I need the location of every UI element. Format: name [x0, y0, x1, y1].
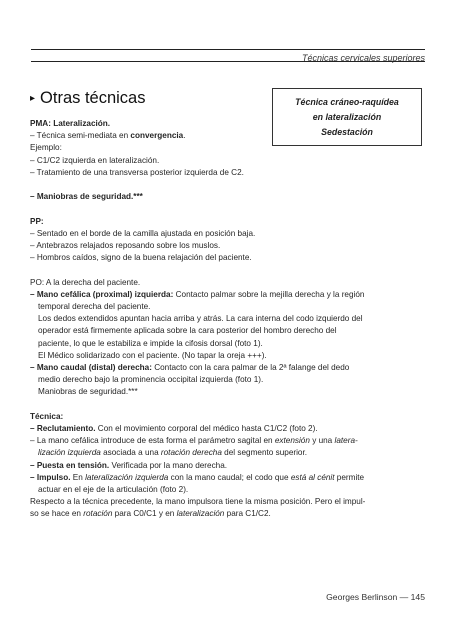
section-heading: [30, 89, 146, 108]
tecnica-line: [30, 423, 420, 435]
text-italic: lateralización izquierda: [85, 472, 169, 482]
text: para C1/C2.: [224, 509, 271, 519]
running-header: Técnicas cervicales superiores: [301, 53, 425, 63]
pp-line: – Sentado en el borde de la camilla ajustada en posición baja.: [30, 228, 256, 238]
pma-label: PMA: Lateralización.: [30, 119, 111, 128]
tecnica-line: [30, 435, 420, 447]
text-italic: lización izquierda: [38, 448, 101, 458]
text: Contacto con la cara palmar de la 2ª falange del dedo: [151, 363, 350, 373]
po-line: Maniobras de seguridad.***: [38, 387, 138, 397]
text-italic: latera-: [334, 436, 358, 446]
po-line: [30, 289, 420, 301]
po-line: Los dedos extendidos apuntan hacia arriba y atrás. La cara interna del codo izquierdo del: [38, 314, 363, 324]
text: para C0/C1 y en: [112, 509, 177, 519]
text: – Técnica semi-mediata en: [30, 131, 131, 141]
text-italic: lateralización: [176, 509, 225, 519]
tecnica-line: [30, 447, 420, 459]
text: Con el movimiento corporal del médico hasta C1/C2 (foto 2).: [95, 424, 318, 434]
text: con la mano caudal; el codo que: [168, 472, 291, 482]
pp-line: – Hombros caídos, signo de la buena relajación del paciente.: [30, 253, 252, 263]
text-italic: rotación derecha: [160, 448, 222, 458]
text: Contacto palmar sobre la mejilla derecha y la región: [173, 289, 365, 299]
po-line: medio derecho bajo la prominencia occipital izquierda (foto 1).: [38, 375, 264, 385]
text-bold: – Puesta en tensión.: [30, 460, 110, 470]
tecnica-line: actuar en el eje de la articulación (foto 2).: [38, 485, 189, 495]
text: En: [70, 472, 86, 482]
pp-label: PP:: [30, 216, 44, 226]
po-line: El Médico solidarizado con el paciente. (No tapar la oreja +++).: [38, 350, 267, 360]
header-rule-top: [31, 49, 425, 50]
pma-line: – Tratamiento de una transversa posterior izquierda de C2.: [30, 167, 244, 177]
po-line: paciente, lo que le estabiliza e impide la cifosis dorsal (foto 1).: [38, 338, 263, 348]
page-footer: Georges Berlinson — 145: [326, 592, 425, 602]
po-line: [30, 362, 420, 374]
text-bold: – Mano caudal (distal) derecha:: [30, 363, 152, 373]
text: Verificada por la mano derecha.: [109, 460, 228, 470]
pma-line: [30, 130, 420, 142]
tecnica-label: Técnica:: [30, 411, 64, 421]
text-italic: está al cénit: [290, 472, 335, 482]
pma-line: – C1/C2 izquierda en lateralización.: [30, 155, 160, 165]
text: permite: [334, 472, 365, 482]
text: asociada a una: [100, 448, 161, 458]
tecnica-line: [30, 472, 420, 484]
text-italic: rotación: [83, 509, 113, 519]
text: del segmento superior.: [221, 448, 308, 458]
box-line-1: Técnica cráneo-raquídea: [295, 97, 399, 107]
pma-example-label: Ejemplo:: [30, 143, 62, 153]
text-bold: – Mano cefálica (proximal) izquierda:: [30, 289, 174, 299]
safety-maneuvers: – Maniobras de seguridad.***: [30, 192, 143, 202]
text-italic: extensión: [274, 436, 310, 446]
text: – La mano cefálica introduce de esta forma el parámetro sagital en: [30, 436, 275, 446]
header-rule-bottom: [31, 61, 425, 62]
body-text: [30, 118, 420, 521]
po-line: operador está firmemente aplicada sobre la cara posterior del hombro derecho del: [38, 326, 337, 336]
text: y una: [309, 436, 335, 446]
box-line-3: Sedestación: [321, 127, 373, 137]
po-label: PO: A la derecha del paciente.: [30, 277, 141, 287]
triangle-bullet-icon: ▸: [30, 93, 36, 104]
pp-line: – Antebrazos relajados reposando sobre los muslos.: [30, 241, 221, 250]
section-title: Otras técnicas: [40, 89, 146, 107]
text: .: [183, 131, 186, 141]
tecnica-line: Respecto a la técnica precedente, la mano impulsora tiene la misma posición. Pero el impul-: [30, 497, 366, 507]
tecnica-line: [30, 460, 420, 472]
text-bold: – Reclutamiento.: [30, 424, 96, 434]
text-bold: – Impulso.: [30, 472, 71, 482]
text: so se hace en: [30, 509, 84, 519]
box-line-2: en lateralización: [312, 112, 382, 122]
text-bold: convergencia: [130, 131, 184, 141]
tecnica-line: [30, 508, 420, 520]
po-line: temporal derecha del paciente.: [38, 302, 151, 311]
